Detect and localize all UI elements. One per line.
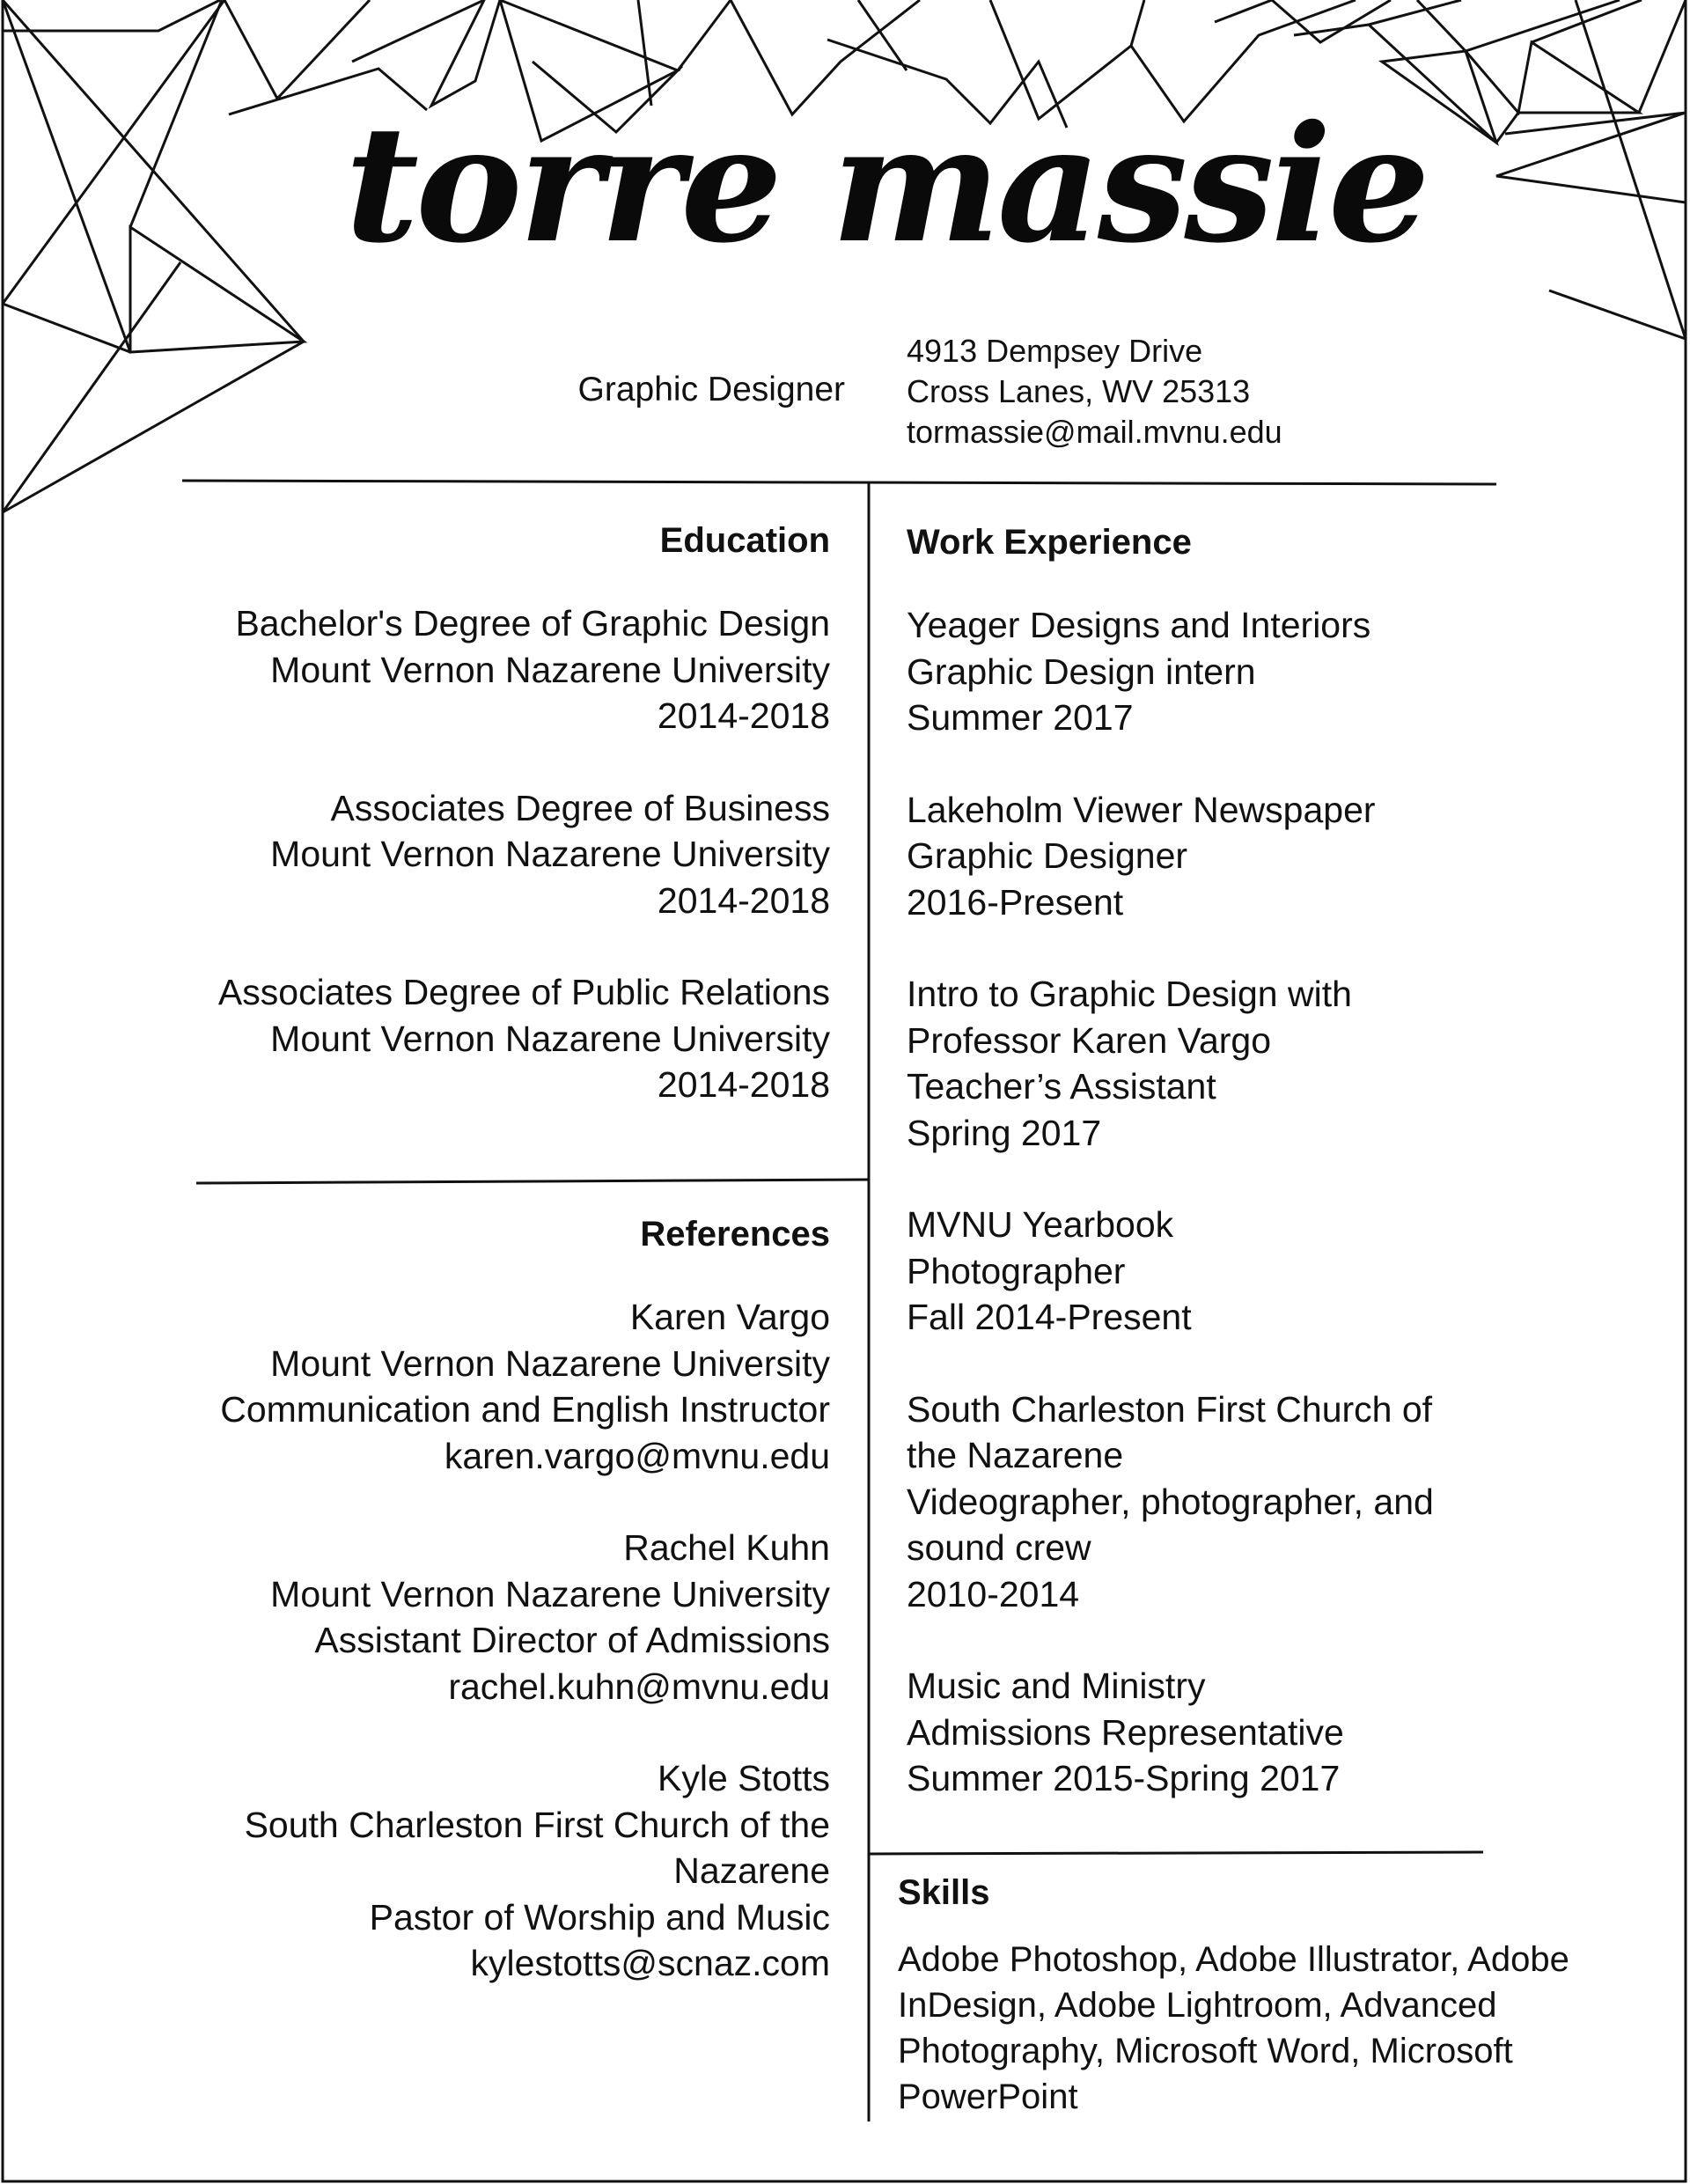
work-entry: [907, 602, 1434, 741]
header-divider: [182, 481, 1496, 484]
employer: Music and Ministry: [907, 1666, 1206, 1706]
position: Graphic Design intern: [907, 651, 1256, 692]
border-triangle: [3, 0, 224, 352]
employer-cont: Professor Karen Vargo: [907, 1019, 1272, 1061]
date-range: 2010-2014: [907, 1573, 1080, 1614]
position: Admissions Representative: [907, 1711, 1344, 1753]
position: Graphic Designer: [907, 835, 1188, 876]
employer-cont: the Nazarene: [907, 1435, 1124, 1475]
degree: Associates Degree of Public Relations: [217, 972, 830, 1012]
reference-email: karen.vargo@mvnu.edu: [444, 1435, 830, 1476]
work-entry: [907, 787, 1434, 926]
reference-email: rachel.kuhn@mvnu.edu: [448, 1666, 830, 1707]
work-entry: [907, 971, 1434, 1156]
reference-entry: [220, 1294, 830, 1479]
border-triangle: [1215, 0, 1391, 42]
reference-name: Karen Vargo: [629, 1297, 830, 1337]
reference-entry: [220, 1755, 830, 1987]
reference-name: Kyle Stotts: [658, 1758, 830, 1798]
reference-role: Communication and English Instructor: [220, 1389, 830, 1430]
skills-heading: Skills: [898, 1873, 990, 1912]
position: Photographer: [907, 1250, 1126, 1291]
education-section: [218, 518, 830, 1108]
border-triangle: [1496, 113, 1686, 339]
employer: South Charleston First Church of: [907, 1388, 1433, 1430]
education-entry: [218, 969, 830, 1108]
border-triangle: [3, 0, 220, 31]
references-section: [220, 1211, 830, 1987]
date-range: Fall 2014-Present: [907, 1297, 1192, 1337]
employer: MVNU Yearbook: [907, 1204, 1174, 1245]
employer: Intro to Graphic Design with: [907, 974, 1352, 1014]
employer: Yeager Designs and Interiors: [907, 605, 1371, 645]
education-entry: [218, 600, 830, 739]
date-range: 2014-2018: [657, 695, 830, 736]
reference-organization-cont: Nazarene: [673, 1850, 830, 1891]
reference-organization: Mount Vernon Nazarene University: [270, 1573, 830, 1614]
employer: Lakeholm Viewer Newspaper: [907, 789, 1376, 830]
education-entry: [218, 785, 830, 924]
reference-role: Assistant Director of Admissions: [314, 1620, 830, 1660]
email-address: tormassie@mail.mvnu.edu: [907, 414, 1282, 450]
degree: Bachelor's Degree of Graphic Design: [235, 603, 830, 643]
border-triangle: [1505, 0, 1686, 339]
contact-block: [907, 331, 1282, 452]
reference-entry: [220, 1525, 830, 1710]
work-entry: [907, 1663, 1434, 1802]
work-skills-divider: [869, 1852, 1483, 1854]
position-cont: sound crew: [907, 1527, 1091, 1568]
candidate-name: torre massie: [345, 90, 1427, 278]
degree: Associates Degree of Business: [330, 787, 830, 828]
skills-section: [898, 1870, 1628, 2120]
reference-organization: South Charleston First Church of the: [244, 1804, 830, 1845]
skills-list: Adobe Photoshop, Adobe Illustrator, Adobe InDesign, Adobe Lightroom, Advanced Photography, Microsoft Word, Microsoft PowerPoint: [898, 1940, 1569, 2116]
work-experience-section: [907, 519, 1434, 1802]
date-range: Summer 2015-Spring 2017: [907, 1758, 1341, 1798]
border-triangle: [3, 262, 180, 512]
reference-role: Pastor of Worship and Music: [369, 1896, 830, 1938]
position: Teacher’s Assistant: [907, 1066, 1216, 1107]
date-range: 2014-2018: [657, 1064, 830, 1105]
reference-email: kylestotts@scnaz.com: [470, 1943, 830, 1983]
reference-name: Rachel Kuhn: [623, 1527, 830, 1568]
institution: Mount Vernon Nazarene University: [270, 1018, 830, 1059]
education-references-divider: [196, 1180, 869, 1183]
date-range: Spring 2017: [907, 1112, 1102, 1153]
date-range: 2014-2018: [657, 879, 830, 921]
references-heading: References: [640, 1215, 830, 1254]
border-triangle: [3, 0, 304, 512]
work-entry: [907, 1202, 1434, 1341]
address-street: 4913 Dempsey Drive: [907, 333, 1203, 369]
reference-organization: Mount Vernon Nazarene University: [270, 1342, 830, 1384]
border-triangle: [1466, 42, 1639, 113]
date-range: 2016-Present: [907, 881, 1124, 923]
date-range: Summer 2017: [907, 697, 1134, 738]
job-title: Graphic Designer: [577, 371, 845, 408]
institution: Mount Vernon Nazarene University: [270, 834, 830, 874]
institution: Mount Vernon Nazarene University: [270, 649, 830, 690]
work-experience-heading: Work Experience: [907, 523, 1192, 562]
work-entry: [907, 1386, 1434, 1618]
position: Videographer, photographer, and: [907, 1481, 1434, 1522]
education-heading: Education: [659, 521, 830, 560]
address-city: Cross Lanes, WV 25313: [907, 373, 1251, 409]
